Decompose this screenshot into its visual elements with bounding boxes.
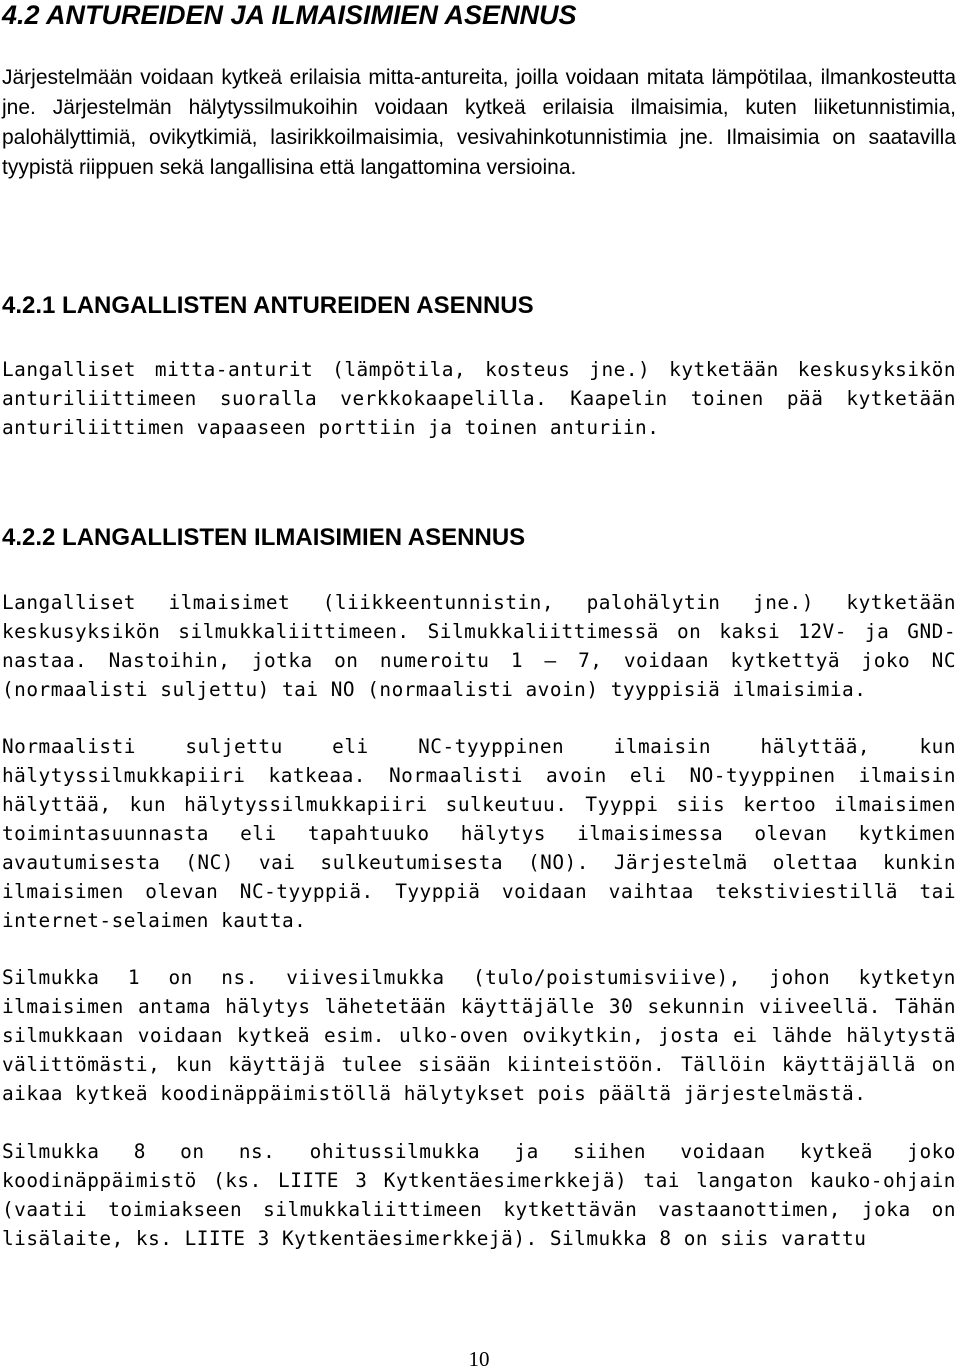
- wired-sensors-paragraph: Langalliset mitta-anturit (lämpötila, kosteus jne.) kytketään keskusyksikön anturiliittimeen suoralla verkkokaapelilla. Kaapelin toinen pää kytketään anturiliittimen vapaaseen porttiin ja toinen anturiin.: [2, 358, 956, 439]
- subsection-heading-4-2-2: 4.2.2 LANGALLISTEN ILMAISIMIEN ASENNUS: [2, 524, 526, 551]
- loop-1-paragraph: Silmukka 1 on ns. viivesilmukka (tulo/poistumisviive), johon kytketyn ilmaisimen antama hälytys lähetetään käyttäjälle 30 sekunnin viiveellä. Tähän silmukkaan voidaan kytkeä esim. ulko-oven ovikytkin, josta ei lähde hälytystä välittömästi, kun käyttäjä tulee sisään kiinteistöön. Tällöin käyttäjällä on aikaa kytkeä koodinäppäimistöllä hälytykset pois päältä järjestelmästä.: [2, 966, 956, 1105]
- loop-8-paragraph: Silmukka 8 on ns. ohitussilmukka ja siihen voidaan kytkeä joko koodinäppäimistö (ks. LIITE 3 Kytkentäesimerkkejä) tai langaton kauko-ohjain (vaatii toimiakseen silmukkaliittimeen kytkettävän vastaanottimen, joka on lisälaite, ks. LIITE 3 Kytkentäesimerkkejä). Silmukka 8 on siis varattu: [2, 1140, 956, 1250]
- page-number: 10: [468, 1347, 490, 1371]
- wired-detectors-paragraph: Langalliset ilmaisimet (liikkeentunnistin, palohälytin jne.) kytketään keskusyksikön silmukkaliittimeen. Silmukkaliittimessä on kaksi 12V- ja GND-nastaa. Nastoihin, jotka on numeroitu 1 – 7, voidaan kytkettyä joko NC (normaalisti suljettu) tai NO (normaalisti avoin) tyyppisiä ilmaisimia.: [2, 591, 956, 701]
- subsection-heading-4-2-1: 4.2.1 LANGALLISTEN ANTUREIDEN ASENNUS: [2, 292, 534, 319]
- nc-no-paragraph: Normaalisti suljettu eli NC-tyyppinen ilmaisin hälyttää, kun hälytyssilmukkapiiri katkeaa. Normaalisti avoin eli NO-tyyppinen ilmaisin hälyttää, kun hälytyssilmukkapiiri sulkeutuu. Tyyppi siis kertoo ilmaisimen toimintasuunnasta eli tapahtuuko hälytys ilmaisimessa olevan kytkimen avautumisesta (NC) vai sulkeutumisesta (NO). Järjestelmä olettaa kunkin ilmaisimen olevan NC-tyyppiä. Tyyppiä voidaan vaihtaa tekstiviestillä tai internet-selaimen kautta.: [2, 735, 956, 932]
- section-heading: 4.2 ANTUREIDEN JA ILMAISIMIEN ASENNUS: [2, 0, 577, 30]
- intro-paragraph: Järjestelmään voidaan kytkeä erilaisia mitta-antureita, joilla voidaan mitata lämpötilaa, ilmankosteutta jne. Järjestelmän hälytyssilmukoihin voidaan kytkeä erilaisia ilmaisimia, kuten liiketunnistimia, palohälyttimiä, ovikytkimiä, lasirikkoilmaisimia, vesivahinkotunnistimia jne. Ilmaisimia on saatavilla tyypistä riippuen sekä langallisina että langattomina versioina.: [2, 66, 956, 179]
